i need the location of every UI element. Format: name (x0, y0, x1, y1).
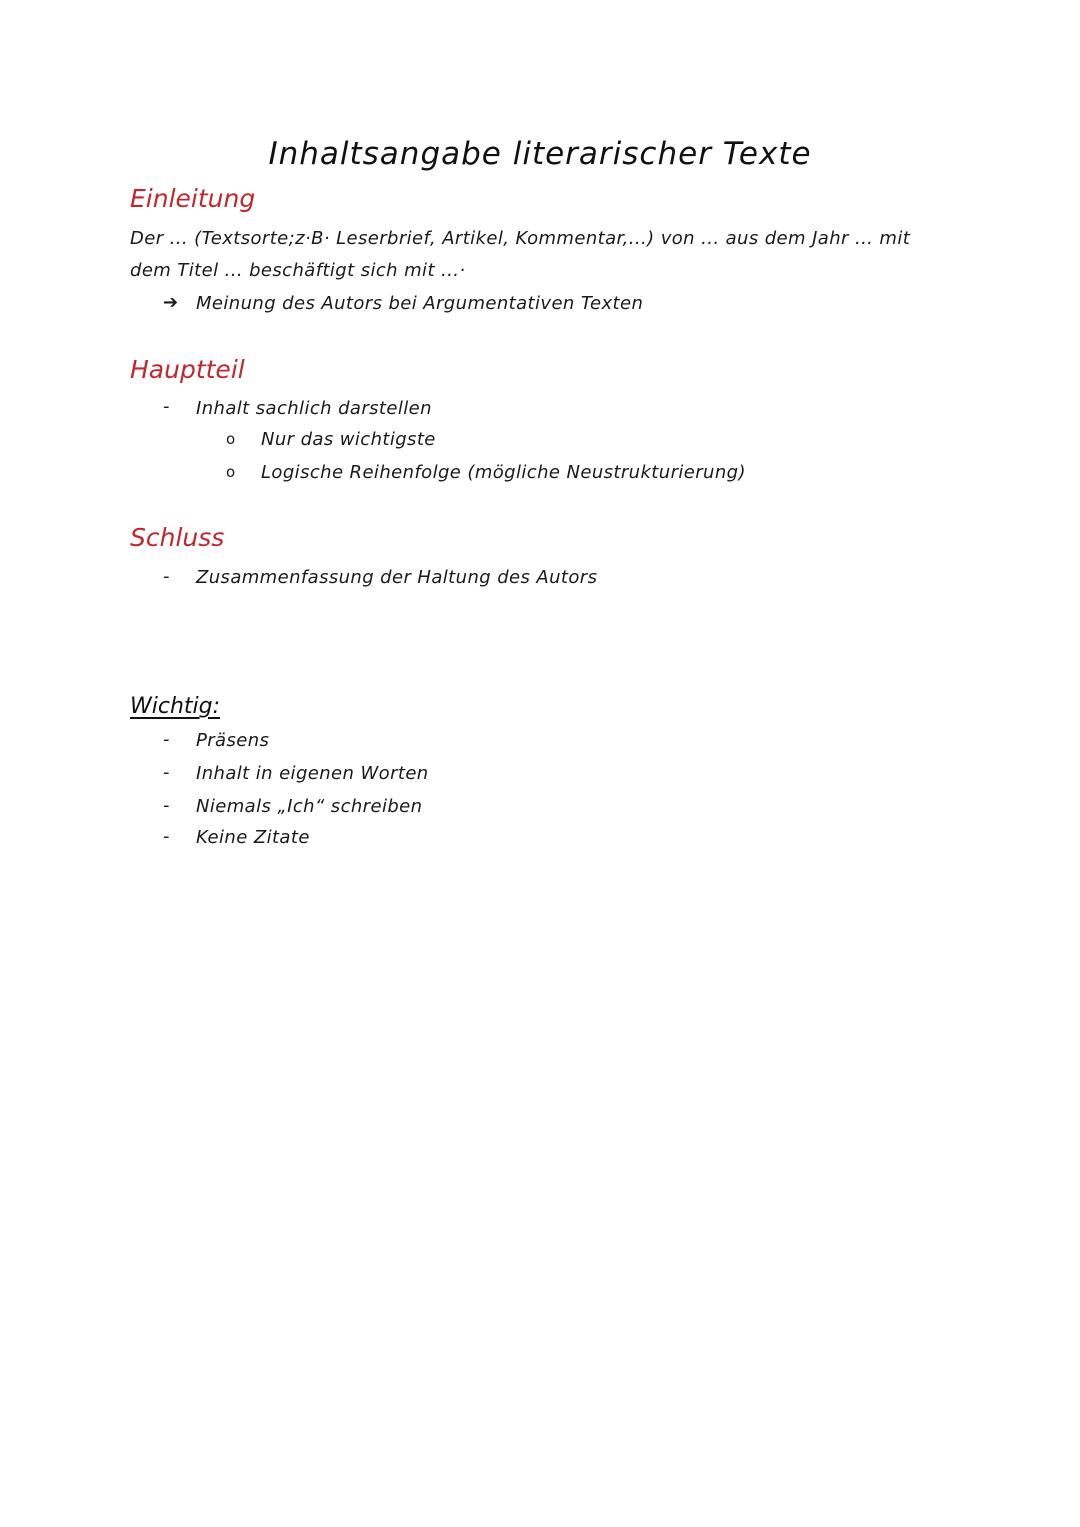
section-heading-einleitung: Einleitung (130, 184, 256, 213)
circle-bullet-icon: o (226, 463, 236, 481)
wichtig-list-item: Keine Zitate (196, 827, 310, 848)
section-heading-wichtig: Wichtig: (130, 694, 221, 719)
einleitung-arrow-item: Meinung des Autors bei Argumentativen Texten (196, 293, 644, 314)
hauptteil-sub-item: Nur das wichtigste (261, 429, 436, 450)
einleitung-text-line-2: dem Titel ... beschäftigt sich mit ...· (130, 260, 466, 281)
dash-bullet-icon: - (163, 826, 170, 847)
section-heading-hauptteil: Hauptteil (130, 355, 245, 384)
arrow-bullet-icon: ➔ (163, 292, 179, 313)
document-title: Inhaltsangabe literarischer Texte (268, 136, 812, 172)
dash-bullet-icon: - (163, 762, 170, 783)
einleitung-text-line-1: Der ... (Textsorte;z·B· Leserbrief, Artikel, Kommentar,...) von ... aus dem Jahr ... mit (130, 228, 911, 249)
schluss-list-item: Zusammenfassung der Haltung des Autors (196, 567, 598, 588)
wichtig-list-item: Niemals „Ich“ schreiben (196, 796, 423, 817)
dash-bullet-icon: - (163, 729, 170, 750)
dash-bullet-icon: - (163, 795, 170, 816)
section-heading-schluss: Schluss (130, 523, 225, 552)
hauptteil-list-item: Inhalt sachlich darstellen (196, 398, 432, 419)
circle-bullet-icon: o (226, 430, 236, 448)
wichtig-list-item: Inhalt in eigenen Worten (196, 763, 429, 784)
dash-bullet-icon: - (163, 396, 170, 417)
wichtig-list-item: Präsens (196, 730, 270, 751)
hauptteil-sub-item: Logische Reihenfolge (mögliche Neustrukturierung) (261, 462, 746, 483)
dash-bullet-icon: - (163, 566, 170, 587)
